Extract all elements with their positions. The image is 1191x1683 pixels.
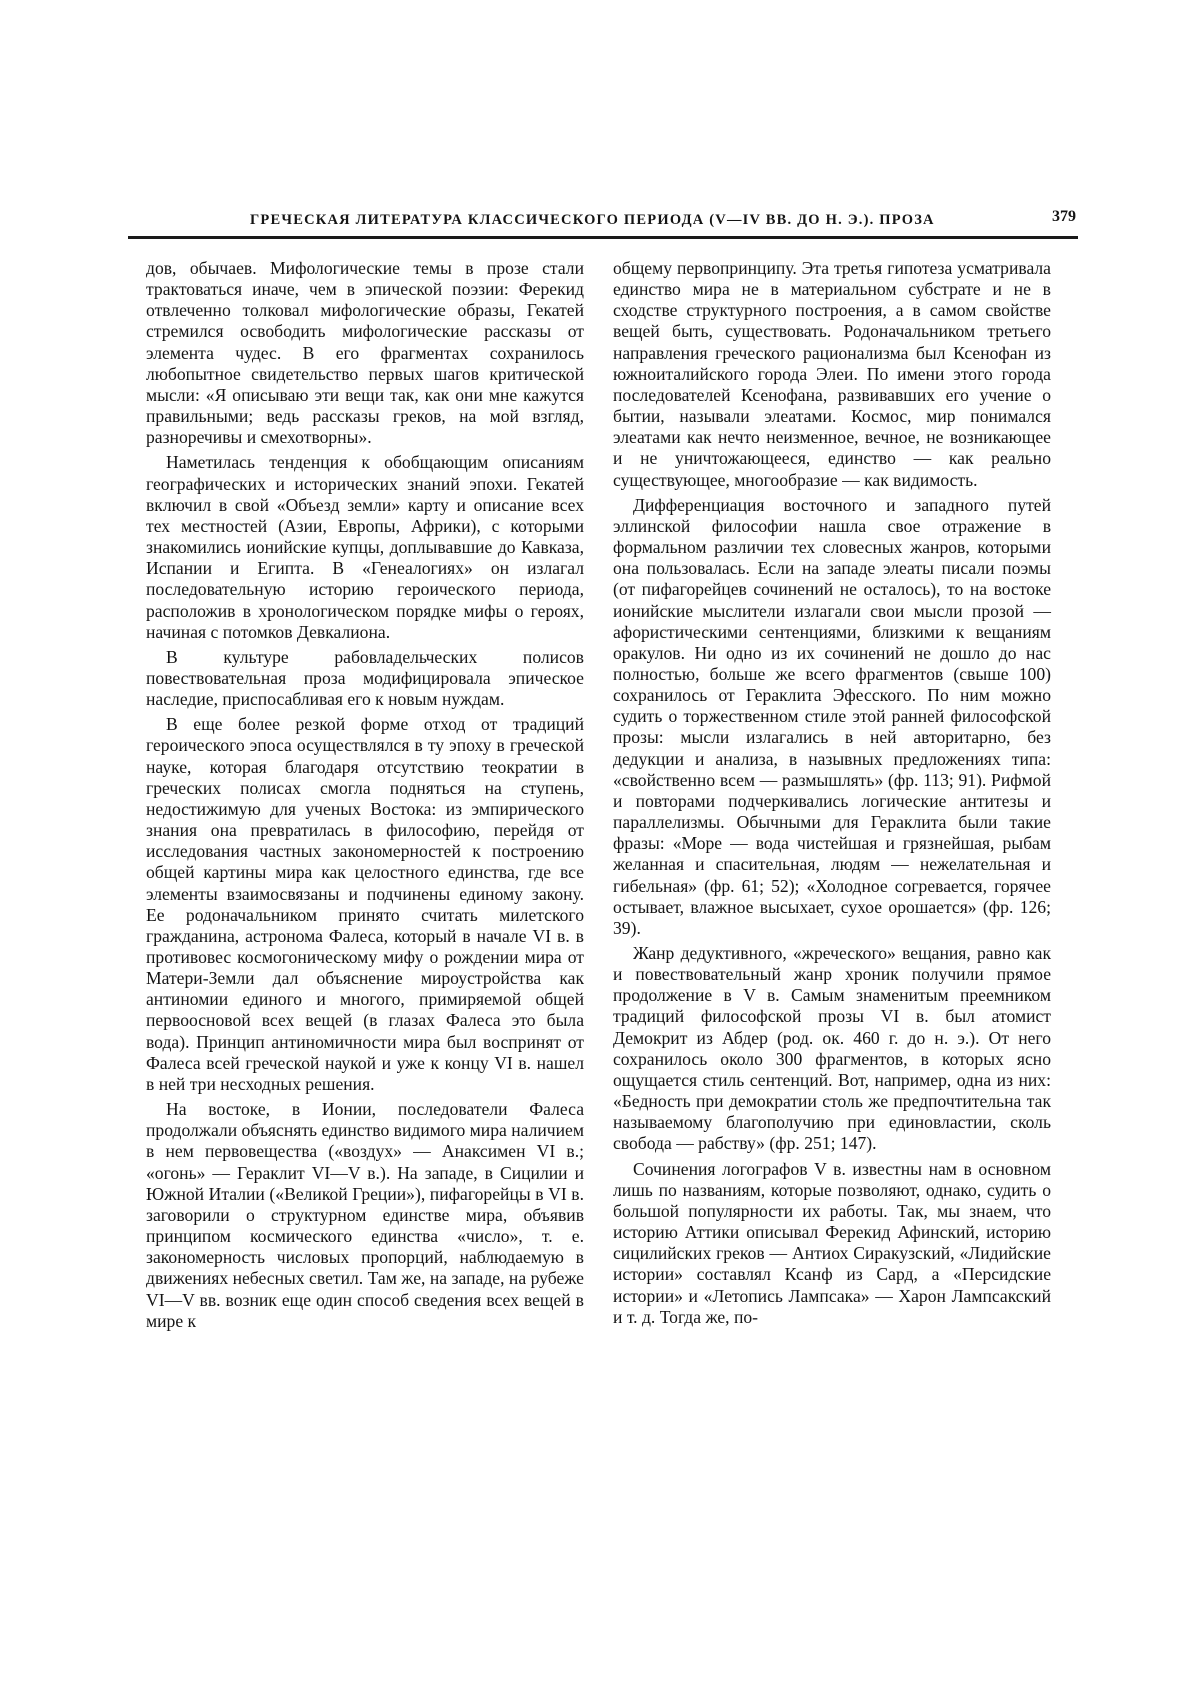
right-column — [613, 258, 1051, 1328]
header-rule — [128, 236, 1078, 239]
page-number: 379 — [1052, 208, 1076, 225]
paragraph: На востоке, в Ионии, последователи Фалеса продолжали объяснять единство видимого мира наличием в нем первовещества («воздух» — Анаксимен VI в.; «огонь» — Гераклит VI—V в.). На западе, в Сицилии и Южной Италии («Великой Греции»), пифагорейцы в VI в. заговорили о структурном единстве мира, объявив принципом космического единства «число», т. е. закономерность числовых пропорций, наблюдаемую в движениях небесных светил. Там же, на западе, на рубеже VI—V вв. возник еще один способ сведения всех вещей в мире к — [146, 1099, 585, 1331]
paragraph: Сочинения логографов V в. известны нам в основном лишь по названиям, которые позволяют, однако, судить о большой популярности их работы. Так, мы знаем, что историю Аттики описывал Ферекид Афинский, историю сицилийских греков — Антиох Сиракузский, «Лидийские истории» составлял Ксанф из Сард, а «Персидские истории» и «Летопись Лампсака» — Харон Лампсакский и т. д. Тогда же, по- — [613, 1158, 1051, 1327]
left-column — [146, 258, 584, 1332]
running-header — [128, 208, 1078, 238]
running-title: ГРЕЧЕСКАЯ ЛИТЕРАТУРА КЛАССИЧЕСКОГО ПЕРИОДА (V—IV ВВ. ДО Н. Э.). ПРОЗА — [250, 212, 935, 228]
paragraph: В культуре рабовладельческих полисов повествовательная проза модифицировала эпическое наследие, приспосабливая его к новым нуждам. — [146, 646, 584, 710]
paragraph: общему первопринципу. Эта третья гипотеза усматривала единство мира не в материальном субстрате и не в сходстве структурного построения, а в самом свойстве вещей быть, существовать. Родоначальником третьего направления греческого рационализма был Ксенофан из южноиталийского города Элеи. По имени этого города последователей Ксенофана, развивавших его учение о бытии, называли элеатами. Космос, мир понимался элеатами как нечто неизменное, вечное, не возникающее и не уничтожающееся, единство — как реально существующее, многообразие — как видимость. — [613, 258, 1051, 490]
paragraph: Дифференциация восточного и западного путей эллинской философии нашла свое отражение в формальном различии тех словесных жанров, которыми она пользовалась. Если на западе элеаты писали поэмы (от пифагорейцев сочинений не осталось), то на востоке ионийские мыслители излагали свои мысли прозой — афористическими сентенциями, близкими к вещаниям оракулов. Ни одно из их сочинений не дошло до нас полностью, больше же всего фрагментов (свыше 100) сохранилось от Гераклита Эфесского. По ним можно судить о торжественном стиле этой ранней философской прозы: мысли излагались в ней авторитарно, без дедукции и анализа, в назывных предложениях типа: «свойственно всем — размышлять» (фр. 113; 91). Рифмой и повторами подчеркивались логические антитезы и параллелизмы. Обычными для Гераклита были такие фразы: «Море — вода чистейшая и грязнейшая, рыбам желанная и спасительная, людям — нежелательная и гибельная» (фр. 61; 52); «Холодное согревается, горячее остывает, влажное высыхает, сухое орошается» (фр. 126; 39). — [613, 494, 1051, 938]
paragraph: В еще более резкой форме отход от традиций героического эпоса осуществлялся в ту эпоху в греческой науке, которая благодаря отсутствию теократии в греческих полисах смогла подняться на ступень, недостижимую для ученых Востока: из эмпирического знания она превратилась в философию, перейдя от исследования частных закономерностей к построению общей картины мира как целостного единства, где все элементы взаимосвязаны и подчинены единому закону. Ее родоначальником принято считать милетского гражданина, астронома Фалеса, который в начале VI в. в противовес космогоническому мифу о рождении мира от Матери-Земли дал объяснение мироустройства как антиномии единого и многого, примиряемой общей первоосновой всех вещей (в глазах Фалеса это была вода). Принцип антиномичности мира был воспринят от Фалеса всей греческой наукой и уже к концу VI в. нашел в ней три несходных решения. — [146, 714, 584, 1094]
paragraph: Наметилась тенденция к обобщающим описаниям географических и исторических знаний эпохи. Гекатей включил в свой «Объезд земли» карту и описание всех тех местностей (Азии, Европы, Африки), с которыми знакомились ионийские купцы, доплывавшие до Кавказа, Испании и Египта. В «Генеалогиях» он излагал последовательную историю героического периода, расположив в хронологическом порядке мифы о героях, начиная с потомков Девкалиона. — [146, 452, 584, 642]
paragraph: дов, обычаев. Мифологические темы в прозе стали трактоваться иначе, чем в эпической поэзии: Ферекид отвлеченно толковал мифологические образы, Гекатей стремился освободить мифологические рассказы от элемента чудес. В его фрагментах сохранилось любопытное свидетельство первых шагов критической мысли: «Я описываю эти вещи так, как они мне кажутся правильными; ведь рассказы греков, на мой взгляд, разноречивы и смехотворны». — [146, 258, 584, 448]
paragraph: Жанр дедуктивного, «жреческого» вещания, равно как и повествовательный жанр хроник получили прямое продолжение в V в. Самым знаменитым преемником традиций философской прозы VI в. был атомист Демокрит из Абдер (род. ок. 460 г. до н. э.). От него сохранилось около 300 фрагментов, в которых ясно ощущается стиль сентенций. Вот, например, одна из них: «Бедность при демократии столь же предпочтительна так называемому благополучию при единовластии, сколь свобода — рабству» (фр. 251; 147). — [613, 943, 1051, 1154]
